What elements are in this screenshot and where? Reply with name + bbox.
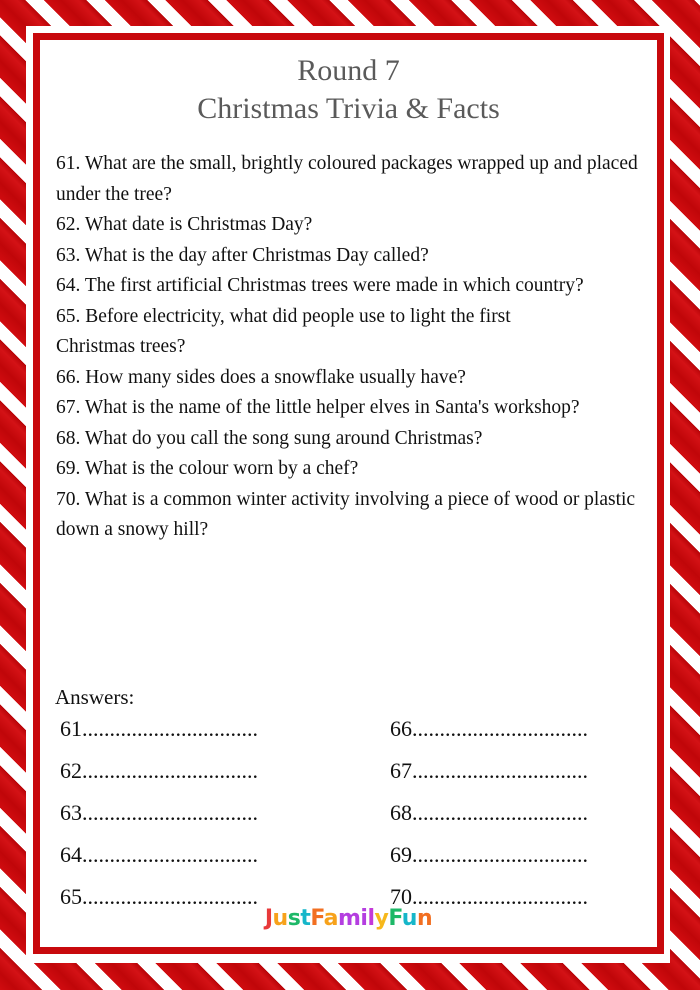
logo-letter: n — [416, 906, 433, 931]
logo-letter: l — [367, 906, 375, 931]
logo-letter: F — [388, 906, 402, 931]
question-63: 63. What is the day after Christmas Day called? — [56, 244, 429, 266]
logo-letter: u — [272, 906, 288, 931]
worksheet-title: Christmas Trivia & Facts — [197, 92, 500, 125]
answer-line-62[interactable]: 62................................ — [60, 758, 258, 783]
answer-line-65[interactable]: 65................................ — [60, 884, 258, 909]
answers-label: Answers: — [55, 685, 135, 709]
logo-letter: u — [401, 906, 417, 931]
answer-line-67[interactable]: 67................................ — [390, 758, 588, 783]
round-title: Round 7 — [297, 54, 400, 87]
question-70: 70. What is a common winter activity involving a piece of wood or plastic down a snowy hill? — [56, 488, 636, 540]
question-list — [56, 149, 647, 546]
answer-line-68[interactable]: 68................................ — [390, 800, 588, 825]
logo-letter: y — [374, 906, 389, 931]
logo-letter: s — [287, 906, 301, 931]
question-68: 68. What do you call the song sung around Christmas? — [56, 427, 483, 449]
question-61: 61. What are the small, brightly coloured packages wrapped up and placed under the tree? — [56, 153, 638, 205]
question-66: 66. How many sides does a snowflake usually have? — [56, 366, 466, 388]
answer-line-69[interactable]: 69................................ — [390, 842, 588, 867]
answer-line-64[interactable]: 64................................ — [60, 842, 258, 867]
question-62: 62. What date is Christmas Day? — [56, 214, 313, 235]
answer-line-63[interactable]: 63................................ — [60, 800, 258, 825]
logo-letter: F — [310, 906, 324, 931]
page-title — [40, 52, 657, 128]
logo-letter: m — [337, 906, 361, 931]
answer-line-61[interactable]: 61................................ — [60, 716, 258, 741]
logo-letter: a — [323, 906, 338, 931]
answer-line-70[interactable]: 70................................ — [390, 884, 588, 909]
worksheet-frame — [33, 33, 664, 954]
question-69: 69. What is the colour worn by a chef? — [56, 458, 359, 479]
question-65: 65. Before electricity, what did people use to light the first Christmas trees? — [56, 305, 511, 357]
answer-line-66[interactable]: 66................................ — [390, 716, 588, 741]
justfamilyfun-logo — [40, 906, 657, 932]
logo-letter: i — [360, 906, 368, 931]
question-64: 64. The first artificial Christmas trees were made in which country? — [56, 275, 584, 296]
logo-letter: J — [264, 906, 273, 931]
logo-letter: t — [300, 906, 311, 931]
question-67: 67. What is the name of the little helper elves in Santa's workshop? — [56, 397, 580, 418]
